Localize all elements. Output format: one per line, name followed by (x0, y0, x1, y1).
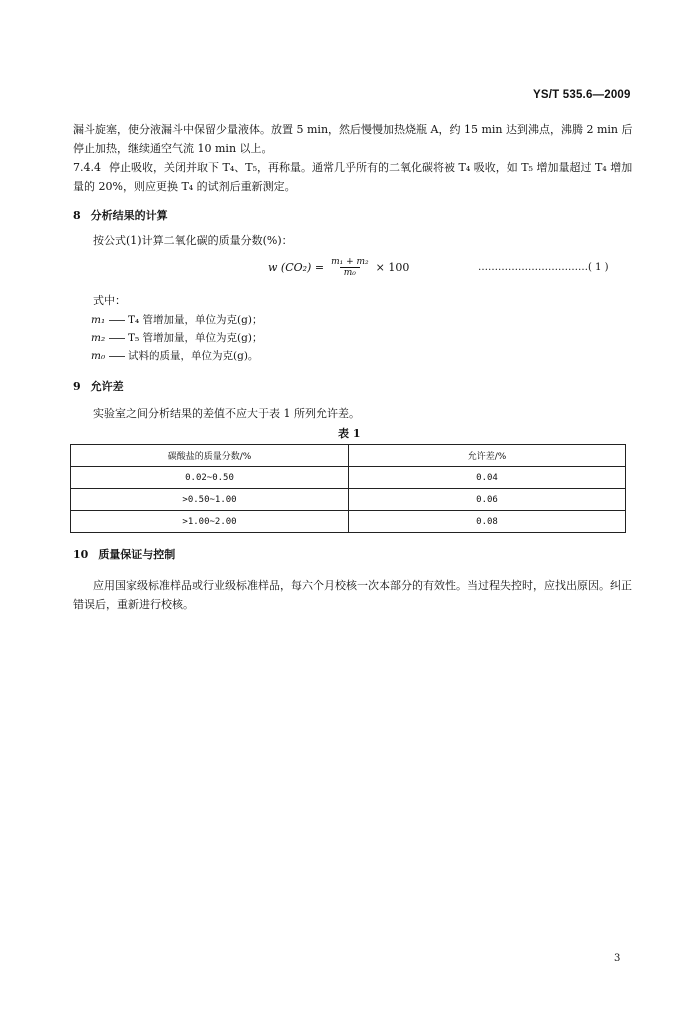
section-number: 9 (73, 380, 81, 393)
table-cell: 0.02~0.50 (71, 467, 349, 489)
where-symbol: m₂ (91, 332, 106, 344)
section-9-heading (73, 378, 124, 394)
where-symbol: m₁ (91, 314, 106, 326)
table-cell: 0.06 (349, 489, 626, 511)
table-header-cell: 碳酸盐的质量分数/% (71, 445, 349, 467)
formula-numerator: m₁ + m₂ (331, 257, 369, 267)
dash-line (109, 356, 125, 357)
section-title: 允许差 (90, 380, 124, 393)
dash-line (109, 320, 125, 321)
formula-lhs: w (CO₂) = (268, 261, 325, 274)
paragraph-continued: 漏斗旋塞，使分液漏斗中保留少量液体。放置 5 min，然后慢慢加热烧瓶 A，约 15 min 达到沸点，沸腾 2 min 后停止加热，继续通空气流 10 min 以上。 (73, 123, 633, 155)
section-number: 8 (73, 209, 81, 222)
where-item (91, 348, 258, 363)
where-desc: 试料的质量，单位为克(g)。 (128, 350, 259, 362)
table-cell: >1.00~2.00 (71, 511, 349, 533)
clause-7-4-4 (73, 158, 633, 196)
clause-number: 7.4.4 (73, 161, 101, 174)
table-row (71, 511, 626, 533)
dash-line (109, 338, 125, 339)
section-title: 分析结果的计算 (90, 209, 168, 222)
table-header-row (71, 445, 626, 467)
standard-number: YS/T 535.6—2009 (533, 89, 631, 101)
where-item (91, 312, 262, 327)
section-title: 质量保证与控制 (98, 548, 176, 561)
table-header-cell: 允许差/% (349, 445, 626, 467)
section-9-text: 实验室之间分析结果的差值不应大于表 1 所列允许差。 (93, 407, 360, 420)
table-row (71, 467, 626, 489)
formula-denominator: m₀ (340, 267, 360, 278)
section-number: 10 (73, 548, 89, 561)
formula-rhs: × 100 (375, 261, 410, 274)
allowance-table (70, 444, 626, 533)
where-label: 式中： (93, 294, 126, 307)
table-cell: 0.04 (349, 467, 626, 489)
formula-fraction (329, 257, 371, 278)
section-10-text: 应用国家级标准样品或行业级标准样品，每六个月校核一次本部分的有效性。当过程失控时，应找出原因。纠正错误后，重新进行校核。 (73, 579, 632, 611)
table-cell: 0.08 (349, 511, 626, 533)
where-item (91, 330, 262, 345)
formula-reference: ……………………………( 1 ) (478, 262, 609, 273)
section-10-heading (73, 546, 175, 562)
where-symbol: m₀ (91, 350, 106, 362)
section-8-heading (73, 207, 168, 223)
formula-1 (268, 257, 409, 278)
formula-intro: 按公式(1)计算二氧化碳的质量分数(%)： (93, 234, 293, 247)
where-desc: T₅ 管增加量，单位为克(g)； (128, 332, 263, 344)
table-cell: >0.50~1.00 (71, 489, 349, 511)
table-title: 表 1 (338, 427, 361, 440)
clause-text: 停止吸收，关闭并取下 T₄、T₅，再称量。通常几乎所有的二氧化碳将被 T₄ 吸收，如 T₅ 增加量超过 T₄ 增加量的 20%，则应更换 T₄ 的试剂后重新测定。 (73, 161, 633, 193)
where-desc: T₄ 管增加量，单位为克(g)； (128, 314, 263, 326)
page-number: 3 (614, 953, 621, 964)
table-row (71, 489, 626, 511)
